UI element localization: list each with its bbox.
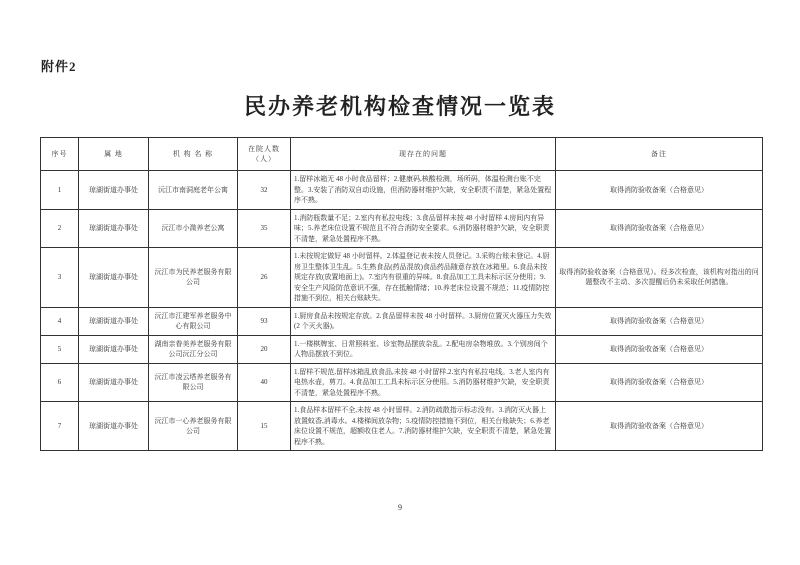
district-cell: 琼湖街道办事处 xyxy=(79,402,149,451)
institution-cell: 沅江市为民养老服务有限公司 xyxy=(149,248,238,308)
problems-cell: 1.留样不规范,留样冰箱乱放食品,未按 48 小时留样.2.室内有私拉电线。3.老人室内有电热水壶，剪刀。4.食品加工工具未标示区分使用。5.消防器材维护欠缺，安全职责不清楚，紧急处置程序不熟。 xyxy=(291,363,556,402)
serial-cell: 5 xyxy=(41,335,79,363)
remark-cell: 取得消防验收备案（合格意见） xyxy=(556,402,763,451)
institution-cell: 沅江市南洞庭老年公寓 xyxy=(149,171,238,210)
residents-cell: 20 xyxy=(238,335,291,363)
residents-cell: 93 xyxy=(238,307,291,335)
remark-cell: 取得消防验收备案（合格意见） xyxy=(556,209,763,248)
remark-cell: 取得消防验收备案（合格意见） xyxy=(556,171,763,210)
institution-cell: 沅江市一心养老服务有限公司 xyxy=(149,402,238,451)
page-title: 民办养老机构检查情况一览表 xyxy=(243,94,556,119)
district-cell: 琼湖街道办事处 xyxy=(79,171,149,210)
table-body xyxy=(41,171,763,451)
problems-cell: 1.厨房食品未按规定存放。2.食品留样未按 48 小时留样。3.厨房位置灭火器压力失效(2 个灭火器)。 xyxy=(291,307,556,335)
attachment-label: 附件2 xyxy=(41,59,77,74)
residents-cell: 32 xyxy=(238,171,291,210)
problems-cell: 1.消防瓶数量不足；2.室内有私拉电线；3.食品留样未按 48 小时留样 4.房间内有异味；5.养老床位设置不规范且不符合消防安全要求。6.消防器材维护欠缺，安全职责不清楚，紧急处置程序不熟。 xyxy=(291,209,556,248)
header-problems: 现存在的问题 xyxy=(291,138,556,171)
problems-cell: 1.留样冰箱无 48 小时食品留样；2.健康码,核酸检测，场所码，体温检测台账不完整。3.安装了消防双自动设施，但消防器材维护欠缺，安全职责不清楚，紧急处置程序不熟。 xyxy=(291,171,556,210)
district-cell: 琼湖街道办事处 xyxy=(79,307,149,335)
serial-cell: 4 xyxy=(41,307,79,335)
residents-cell: 35 xyxy=(238,209,291,248)
remark-cell: 取得消防验收备案（合格意见） xyxy=(556,363,763,402)
header-institution: 机 构 名 称 xyxy=(149,138,238,171)
header-residents: 在院人数（人） xyxy=(238,138,291,171)
institution-cell: 湖南亲眷美养老服务有限公司沅江分公司 xyxy=(149,335,238,363)
serial-cell: 7 xyxy=(41,402,79,451)
institution-cell: 沅江市小溦养老公寓 xyxy=(149,209,238,248)
serial-cell: 1 xyxy=(41,171,79,210)
table-row xyxy=(41,171,763,210)
problems-cell: 1.未按规定做好 48 小时留样。2.体温登记表未按人员登记。3.采购台账未登记。4.厨房卫生整体卫生乱。5.生熟食品(药品混放)食品药品随意存放在冰箱里。6.食品未按规定存放(放置地面上)。7.室内有很重的异味。8.食品加工工具未标示区分使用；9.安全生产风险防范意识不强，存在抵触情绪；10.养老床位设置不规范；11.疫情防控措施不到位，相关台账缺失。 xyxy=(291,248,556,308)
problems-cell: 1.食品样本留样不全,未按 48 小时留样。2.消防疏散指示标志没有。3.消防灭火器上放置蚊香,消毒水。4.楼梯间放杂物；5.疫情防控措施不到位，相关台账缺失；6.养老床位设置不规范，超额收住老人。7.消防器材维护欠缺，安全职责不清楚，紧急处置程序不熟。 xyxy=(291,402,556,451)
header-serial: 序号 xyxy=(41,138,79,171)
table-row xyxy=(41,307,763,335)
problems-cell: 1.一楼棋牌室、日常照料室、诊室物品摆放杂乱。2.配电房杂物堆放。3.个别房间个人物品摆放不到位。 xyxy=(291,335,556,363)
serial-cell: 6 xyxy=(41,363,79,402)
district-cell: 琼湖街道办事处 xyxy=(79,363,149,402)
header-remark: 备注 xyxy=(556,138,763,171)
serial-cell: 2 xyxy=(41,209,79,248)
institution-cell: 沅江市凌云塔养老服务有限公司 xyxy=(149,363,238,402)
inspection-table xyxy=(40,137,763,451)
district-cell: 琼湖街道办事处 xyxy=(79,248,149,308)
residents-cell: 15 xyxy=(238,402,291,451)
header-district: 属 地 xyxy=(79,138,149,171)
institution-cell: 沅江市江建军养老服务中心有限公司 xyxy=(149,307,238,335)
table-row xyxy=(41,363,763,402)
residents-cell: 40 xyxy=(238,363,291,402)
table-row xyxy=(41,209,763,248)
district-cell: 琼湖街道办事处 xyxy=(79,209,149,248)
district-cell: 琼湖街道办事处 xyxy=(79,335,149,363)
header-row xyxy=(41,138,763,171)
remark-cell: 取得消防验收备案（合格意见） xyxy=(556,307,763,335)
table-row xyxy=(41,402,763,451)
table-row xyxy=(41,248,763,308)
table-header xyxy=(41,138,763,171)
remark-cell: 取得消防验收备案（合格意见）。经多次检查，该机构对指出的问题整改不主动、多次提醒后仍未采取任何措施。 xyxy=(556,248,763,308)
remark-cell: 取得消防验收备案（合格意见） xyxy=(556,335,763,363)
residents-cell: 26 xyxy=(238,248,291,308)
serial-cell: 3 xyxy=(41,248,79,308)
page-number: 9 xyxy=(398,503,402,512)
table-row xyxy=(41,335,763,363)
